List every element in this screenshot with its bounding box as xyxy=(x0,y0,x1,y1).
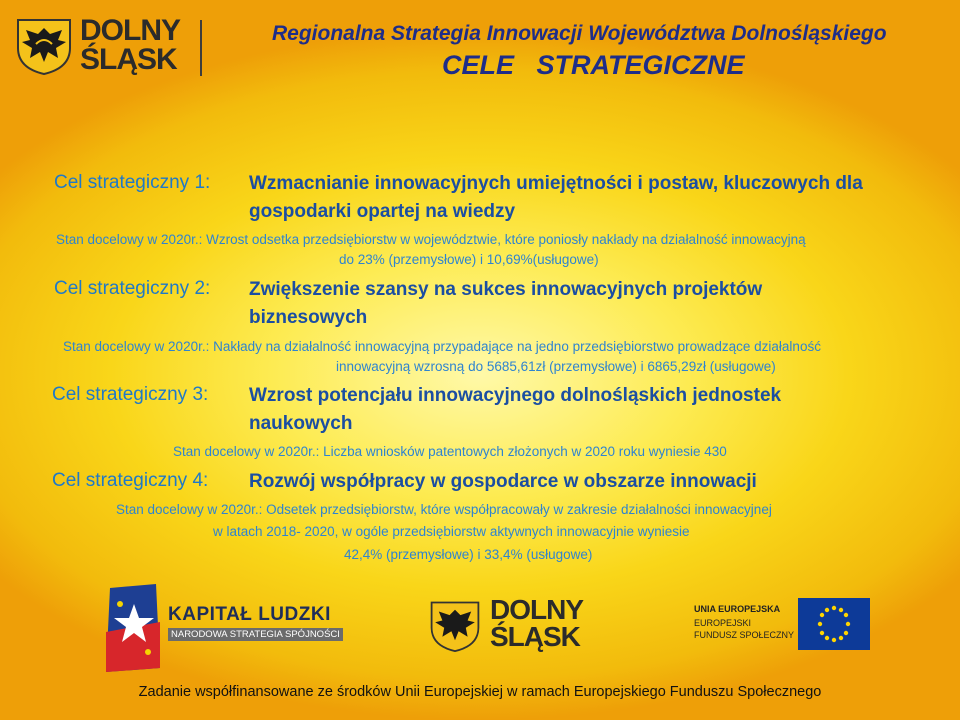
goal-2-label: Cel strategiczny 2: xyxy=(54,278,211,299)
goal-1-target xyxy=(56,230,806,250)
goal-4-title: Rozwój współpracy w gospodarce w obszarze innowacji xyxy=(249,471,757,492)
goal-4-label: Cel strategiczny 4: xyxy=(52,470,209,491)
eu-line3: FUNDUSZ SPOŁECZNY xyxy=(694,630,795,640)
eu-efs-logo xyxy=(694,596,870,652)
logo-line1: DOLNY xyxy=(80,14,180,47)
goal-3-target xyxy=(173,442,727,462)
goal-4-target-cont: w latach 2018- 2020, w ogóle przedsiębiorstw aktywnych innowacyjnie wyniesie xyxy=(213,524,690,539)
goal-2-title: Zwiększenie szansy na sukces innowacyjnych projektów biznesowych xyxy=(249,279,763,328)
goal-1-target-text: : Wzrost odsetka przedsiębiorstw w województwie, które poniosły nakłady na działalność innowacyjną xyxy=(198,232,806,247)
goal-4-target-text: : Odsetek przedsiębiorstw, które współpracowały w zakresie działalności innowacyjnej xyxy=(258,502,772,517)
header-divider xyxy=(200,20,202,76)
eagle-coat-of-arms-icon xyxy=(14,14,74,76)
kapital-ludzki-title: KAPITAŁ LUDZKI xyxy=(168,604,331,625)
goal-4-target xyxy=(116,500,772,520)
goal-1-label: Cel strategiczny 1: xyxy=(54,172,211,193)
eagle-coat-of-arms-icon xyxy=(428,594,482,656)
eu-text-block xyxy=(694,604,794,640)
logo-line2: ŚLĄSK xyxy=(80,43,177,76)
logo-bottom-line1: DOLNY xyxy=(490,594,583,625)
goal-2-target-text: : Nakłady na działalność innowacyjną przypadające na jedno przedsiębiorstwo prowadzące działalność xyxy=(205,339,821,354)
goal-3-target-text: : Liczba wniosków patentowych złożonych w 2020 roku wyniesie 430 xyxy=(315,444,727,459)
goal-3-title: Wzrost potencjału innowacyjnego dolnośląskich jednostek naukowych xyxy=(249,385,782,434)
goal-4-target-label: Stan docelowy w 2020r. xyxy=(116,502,259,517)
eu-line1: UNIA EUROPEJSKA xyxy=(694,604,781,614)
goal-1-target-cont: do 23% (przemysłowe) i 10,69%(usługowe) xyxy=(339,252,599,267)
goal-3-target-label: Stan docelowy w 2020r. xyxy=(173,444,316,459)
logo-bottom-line2: ŚLĄSK xyxy=(490,621,580,652)
page-title: CELE STRATEGICZNE xyxy=(442,50,745,80)
eu-line2: EUROPEJSKI xyxy=(694,618,752,628)
goal-4-target-cont2: 42,4% (przemysłowe) i 33,4% (usługowe) xyxy=(344,547,593,562)
footer-cofinancing-note: Zadanie współfinansowane ze środków Unii Europejskiej w ramach Europejskiego Funduszu Społecznego xyxy=(138,684,822,700)
goal-2-target xyxy=(63,337,821,357)
eu-flag-icon xyxy=(798,598,870,650)
dolny-slask-logo-bottom xyxy=(428,592,608,656)
goal-1-target-label: Stan docelowy w 2020r. xyxy=(56,232,199,247)
goal-1-title: Wzmacnianie innowacyjnych umiejętności i postaw, kluczowych dla gospodarki opartej na wiedzy xyxy=(249,173,863,222)
kapital-ludzki-subtitle: NARODOWA STRATEGIA SPÓJNOŚCI xyxy=(168,628,343,641)
kapital-ludzki-star-icon xyxy=(100,582,166,674)
goal-3-label: Cel strategiczny 3: xyxy=(52,384,209,405)
goal-2-target-label: Stan docelowy w 2020r. xyxy=(63,339,206,354)
header-title: Regionalna Strategia Innowacji Województwa Dolnośląskiego xyxy=(272,22,887,45)
dolny-slask-logo-top xyxy=(14,14,214,76)
goal-2-target-cont: innowacyjną wzrosną do 5685,61zł (przemysłowe) i 6865,29zł (usługowe) xyxy=(336,359,776,374)
kapital-ludzki-logo xyxy=(100,582,340,674)
